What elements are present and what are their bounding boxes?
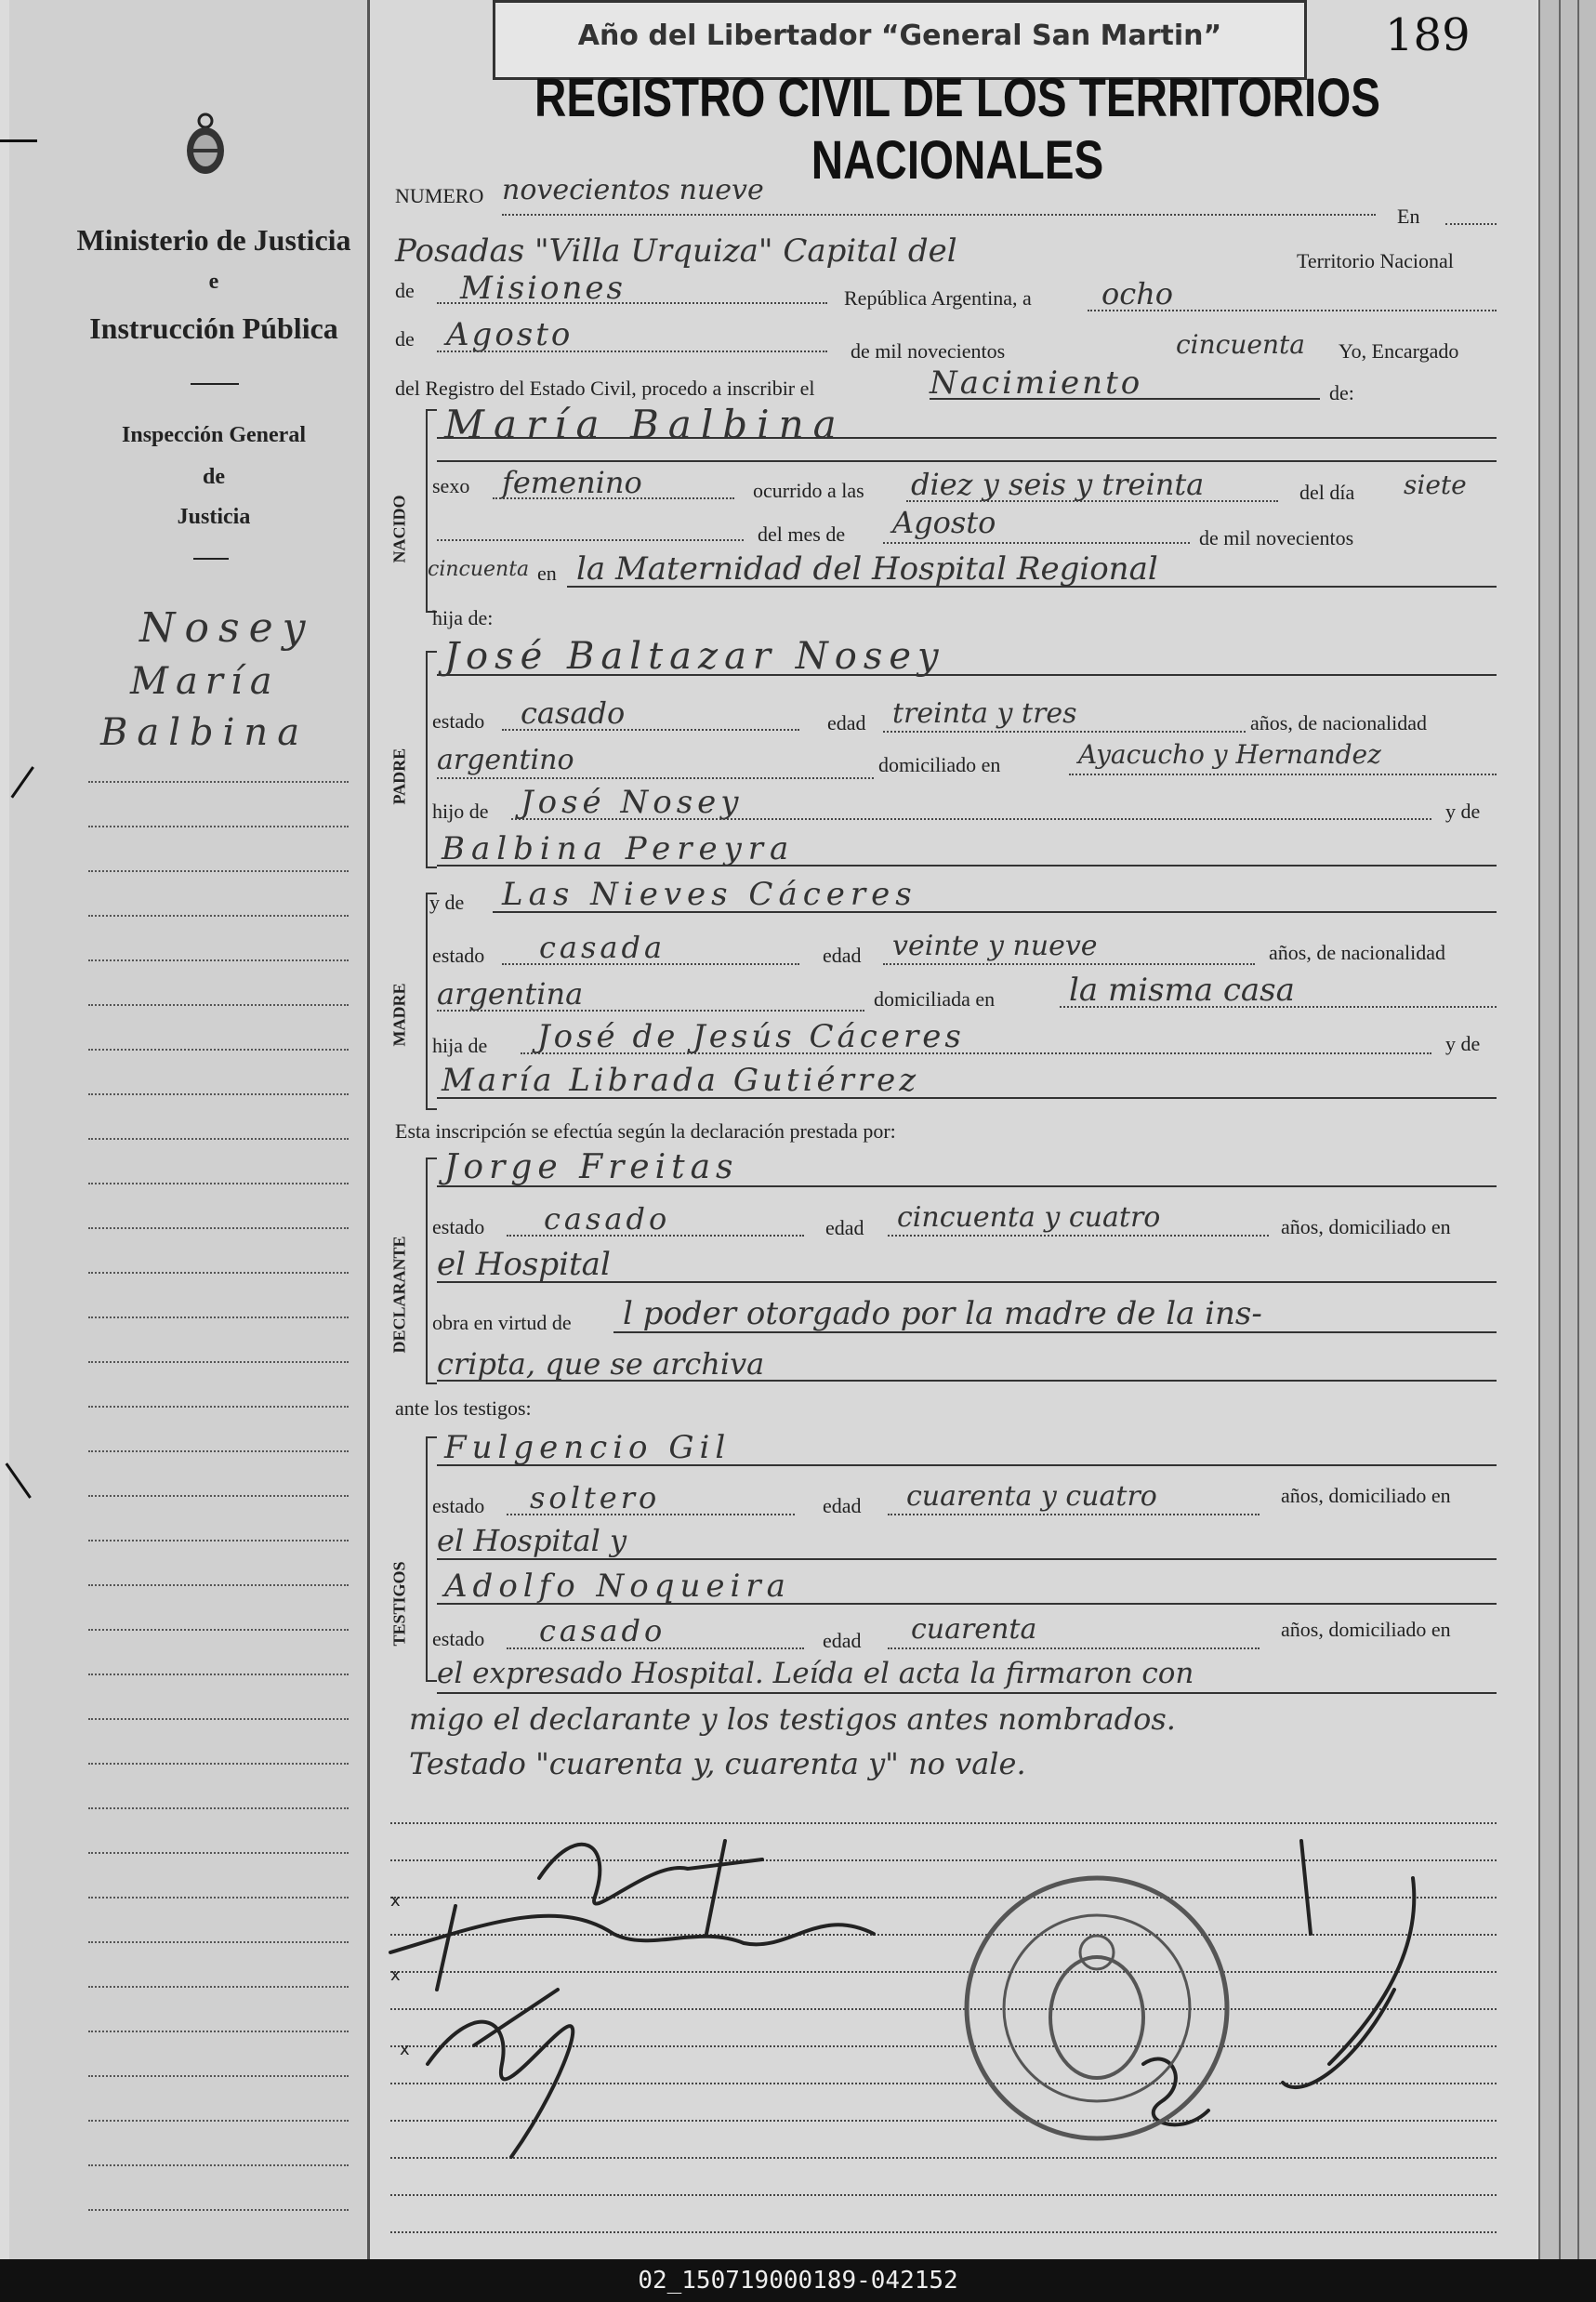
inspection-line-3: Justicia <box>177 505 251 529</box>
fill-line <box>511 818 1431 820</box>
section-brace <box>426 409 437 613</box>
margin-dotted-line <box>88 1897 349 1898</box>
margin-dotted-line <box>88 1406 349 1408</box>
label-anios: años, de nacionalidad <box>1250 711 1427 734</box>
label-estado: estado <box>432 944 485 967</box>
fill-line <box>502 729 799 731</box>
margin-first-name: María <box>130 660 280 703</box>
inspection-line-1: Inspección General <box>122 423 306 447</box>
svg-text:x: x <box>390 1891 401 1911</box>
fill-line <box>437 777 874 779</box>
label-hija-de: hija de: <box>432 606 494 629</box>
margin-dotted-line <box>88 2075 349 2077</box>
section-brace <box>426 1158 437 1384</box>
ministry-line-2: e <box>208 270 219 294</box>
value-month: Agosto <box>446 316 574 353</box>
value-declarant-name: Jorge Freitas <box>444 1148 739 1186</box>
fill-line <box>507 1235 804 1237</box>
section-label-nacido: NACIDO <box>389 495 409 563</box>
margin-dotted-line <box>88 2209 349 2211</box>
fill-line <box>1445 223 1497 225</box>
label-edad: edad <box>827 711 866 734</box>
margin-surname: Nosey <box>139 604 315 652</box>
label-yo: Yo, Encargado <box>1339 339 1459 363</box>
margin-dotted-line <box>88 2120 349 2122</box>
label-edad: edad <box>823 944 862 967</box>
margin-dotted-line <box>88 781 349 783</box>
inspection-line-2: de <box>203 465 225 489</box>
margin-second-name: Balbina <box>100 711 310 754</box>
signatures-area <box>372 1785 1534 2250</box>
value-child-name: María Balbina <box>444 402 846 447</box>
fill-line <box>883 542 1190 544</box>
value-lugar: la Maternidad del Hospital Regional <box>576 550 1158 588</box>
fill-line <box>888 1235 1269 1237</box>
header-banner: Año del Libertador “General San Martin” <box>493 0 1307 80</box>
margin-dotted-line <box>88 1852 349 1854</box>
margin-dotted-line <box>88 1941 349 1943</box>
fill-line <box>437 1692 1497 1694</box>
label-edad: edad <box>823 1494 862 1517</box>
label-anios-domic: años, domiciliado en <box>1281 1215 1451 1238</box>
fill-line <box>437 437 1497 439</box>
label-hija-de-2: hija de <box>432 1034 488 1057</box>
value-mes: Agosto <box>892 505 996 540</box>
fill-line <box>888 1647 1260 1649</box>
fill-line <box>1088 310 1497 311</box>
margin-dotted-line <box>88 915 349 917</box>
fill-line <box>437 539 744 541</box>
fill-line <box>1060 1006 1497 1008</box>
label-en: en <box>537 562 557 585</box>
value-paternal-grandmother: Balbina Pereyra <box>442 830 796 867</box>
margin-dotted-line <box>88 1718 349 1720</box>
divider <box>191 383 239 385</box>
divider <box>193 558 229 560</box>
label-de: de <box>395 327 415 351</box>
value-day: ocho <box>1101 276 1174 311</box>
margin-dotted-line <box>88 1495 349 1497</box>
value-year: cincuenta <box>1176 329 1305 360</box>
label-del-mes: del mes de <box>758 523 846 546</box>
margin-dotted-line <box>88 1674 349 1675</box>
section-label-declarante: DECLARANTE <box>389 1236 409 1354</box>
fill-line <box>507 1514 795 1515</box>
fill-line <box>437 1185 1497 1187</box>
margin-dotted-line <box>88 1540 349 1541</box>
margin-dotted-line <box>88 1986 349 1988</box>
margin-dotted-line <box>88 1316 349 1318</box>
svg-text:x: x <box>390 1965 401 1985</box>
value-witness2-estado: casado <box>539 1613 666 1648</box>
declarant-intro: Esta inscripción se efectúa según la declaración prestada por: <box>395 1119 896 1143</box>
value-declarant-domicilio: el Hospital <box>437 1246 611 1283</box>
value-sexo: femenino <box>502 465 642 500</box>
margin-dotted-line <box>88 1227 349 1229</box>
fill-line <box>437 1281 1497 1283</box>
fill-line <box>437 674 1497 676</box>
value-territory: Misiones <box>460 270 626 307</box>
fill-line <box>437 351 827 352</box>
fill-line <box>906 500 1278 502</box>
margin-dotted-line <box>88 1629 349 1631</box>
binding-mark <box>0 139 37 142</box>
value-father-edad: treinta y tres <box>892 697 1077 730</box>
label-anios-domic: años, domiciliado en <box>1281 1618 1451 1641</box>
value-witness1-estado: soltero <box>530 1480 661 1515</box>
value-mother-domicilio: la misma casa <box>1069 972 1295 1009</box>
section-brace <box>426 893 437 1110</box>
value-mother-estado: casada <box>539 930 666 965</box>
witnesses-intro: ante los testigos: <box>395 1396 532 1420</box>
margin-dotted-line <box>88 1450 349 1452</box>
value-witness1-edad: cuarenta y cuatro <box>906 1480 1157 1513</box>
value-witness2-domicilio: el expresado Hospital. Leída el acta la firmaron con <box>437 1657 1194 1690</box>
fill-line <box>493 911 1497 913</box>
fill-line <box>613 1331 1497 1333</box>
value-mother-nacionalidad: argentina <box>437 976 584 1012</box>
value-witness2-edad: cuarenta <box>911 1613 1037 1646</box>
fill-line <box>883 731 1246 733</box>
fill-line <box>493 497 734 499</box>
image-caption: 02_150719000189-042152 <box>0 2259 1596 2302</box>
label-estado: estado <box>432 709 485 733</box>
fill-line <box>930 398 1320 400</box>
fill-line <box>437 1603 1497 1605</box>
label-y-de-madre: y de <box>429 891 465 914</box>
page-edge <box>1577 0 1596 2259</box>
closing-line-1: migo el declarante y los testigos antes nombrados. <box>409 1701 1176 1737</box>
value-father-name: José Baltazar Nosey <box>444 635 945 678</box>
value-numero: novecientos nueve <box>502 174 764 206</box>
value-mother-edad: veinte y nueve <box>892 930 1098 962</box>
fill-line <box>437 1558 1497 1560</box>
section-brace <box>426 651 437 868</box>
official-stamp-icon <box>967 1878 1227 2138</box>
label-estado: estado <box>432 1627 485 1650</box>
value-declarant-estado: casado <box>544 1201 671 1237</box>
svg-text:x: x <box>400 2040 410 2059</box>
margin-dotted-line <box>88 1807 349 1809</box>
value-hora: diez y seis y treinta <box>911 467 1205 502</box>
margin-dotted-line <box>88 1049 349 1051</box>
section-label-testigos: TESTIGOS <box>389 1561 409 1647</box>
signature-witness2-icon <box>428 1990 573 2157</box>
fill-line <box>1069 774 1497 775</box>
coat-of-arms-icon <box>181 112 230 177</box>
ministry-line-3: Instrucción Pública <box>89 311 338 345</box>
margin-dotted-line <box>88 1361 349 1363</box>
fill-line <box>437 865 1497 867</box>
label-sexo: sexo <box>432 474 470 497</box>
page-edge <box>1538 0 1559 2259</box>
fill-line <box>883 963 1255 965</box>
label-domiciliada: domiciliada en <box>874 987 996 1011</box>
label-estado: estado <box>432 1494 485 1517</box>
label-domiciliado: domiciliado en <box>878 753 1001 776</box>
fill-line <box>502 214 1376 216</box>
label-edad: edad <box>825 1216 864 1239</box>
value-maternal-grandmother: María Librada Gutiérrez <box>442 1062 920 1099</box>
margin-dotted-line <box>88 959 349 961</box>
value-act: Nacimiento <box>930 364 1143 402</box>
value-maternal-grandfather: José de Jesús Cáceres <box>537 1018 965 1055</box>
margin-dotted-line <box>88 2031 349 2032</box>
value-obra-1: l poder otorgado por la madre de la ins- <box>623 1295 1262 1332</box>
margin-dotted-line <box>88 1183 349 1184</box>
label-y-de: y de <box>1445 800 1481 823</box>
fill-line <box>437 460 1497 462</box>
page-edge <box>1559 0 1577 2259</box>
label-republica: República Argentina, a <box>844 286 1032 310</box>
value-witness1-name: Fulgencio Gil <box>444 1429 732 1466</box>
folio-number: 189 <box>1385 9 1471 61</box>
ministry-line-1: Ministerio de Justicia <box>76 223 351 257</box>
label-edad: edad <box>823 1629 862 1652</box>
fill-line <box>888 1514 1260 1515</box>
fill-line <box>437 302 827 304</box>
section-label-padre: PADRE <box>389 747 409 805</box>
label-hijo-de: hijo de <box>432 800 489 823</box>
label-de-mil: de mil novecientos <box>851 339 1006 363</box>
label-de-colon: de: <box>1329 381 1354 404</box>
label-del-dia: del día <box>1299 481 1355 504</box>
value-father-estado: casado <box>521 695 626 731</box>
signature-witness1-icon <box>390 1906 874 1990</box>
margin-dotted-line <box>88 1763 349 1765</box>
label-de-mil-2: de mil novecientos <box>1199 526 1354 549</box>
label-y-de: y de <box>1445 1032 1481 1055</box>
fill-line <box>507 1647 804 1649</box>
label-en: En <box>1397 205 1420 228</box>
value-paternal-grandfather: José Nosey <box>521 784 744 821</box>
label-obra: obra en virtud de <box>432 1311 572 1334</box>
page-title: REGISTRO CIVIL DE LOS TERRITORIOS NACIONALES <box>534 68 1380 191</box>
margin-dotted-line <box>88 826 349 827</box>
value-place: Posadas "Villa Urquiza" Capital del <box>395 232 957 270</box>
value-year-prefix: cincuenta <box>428 558 530 581</box>
value-declarant-edad: cincuenta y cuatro <box>897 1201 1161 1234</box>
value-mother-name: Las Nieves Cáceres <box>502 876 917 913</box>
label-registro: del Registro del Estado Civil, procedo a inscribir el <box>395 377 815 400</box>
value-father-domicilio: Ayacucho y Hernandez <box>1078 739 1381 770</box>
margin-dotted-line <box>88 1138 349 1140</box>
fill-line <box>502 963 799 965</box>
fill-line <box>437 1010 864 1012</box>
label-anios: años, de nacionalidad <box>1269 941 1445 964</box>
label-numero: NUMERO <box>395 184 484 207</box>
label-ocurrido: ocurrido a las <box>753 479 864 502</box>
value-witness2-name: Adolfo Noqueira <box>444 1568 791 1605</box>
label-anios-domic: años, domiciliado en <box>1281 1484 1451 1507</box>
value-witness1-domicilio: el Hospital y <box>437 1523 627 1558</box>
margin-dotted-line <box>88 1004 349 1006</box>
fill-line <box>437 1097 1497 1099</box>
margin-dotted-line <box>88 870 349 872</box>
label-territorio: Territorio Nacional <box>1297 249 1454 272</box>
value-obra-2: cripta, que se archiva <box>437 1346 765 1382</box>
fill-line <box>437 1380 1497 1382</box>
fill-line <box>521 1052 1431 1054</box>
signature-declarant-icon <box>539 1841 762 1934</box>
label-estado: estado <box>432 1215 485 1238</box>
section-label-madre: MADRE <box>389 983 409 1047</box>
margin-dotted-line <box>88 2164 349 2166</box>
value-father-nacionalidad: argentino <box>437 744 574 776</box>
fill-line <box>437 1464 1497 1466</box>
value-dia: siete <box>1404 470 1467 500</box>
closing-line-2: Testado "cuarenta y, cuarenta y" no vale. <box>409 1746 1026 1781</box>
label-de: de <box>395 279 415 302</box>
fill-line <box>567 586 1497 588</box>
margin-dotted-line <box>88 1093 349 1095</box>
signature-officer-icon <box>1283 1841 1414 2087</box>
margin-dotted-line <box>88 1272 349 1274</box>
margin-dotted-line <box>88 1584 349 1586</box>
